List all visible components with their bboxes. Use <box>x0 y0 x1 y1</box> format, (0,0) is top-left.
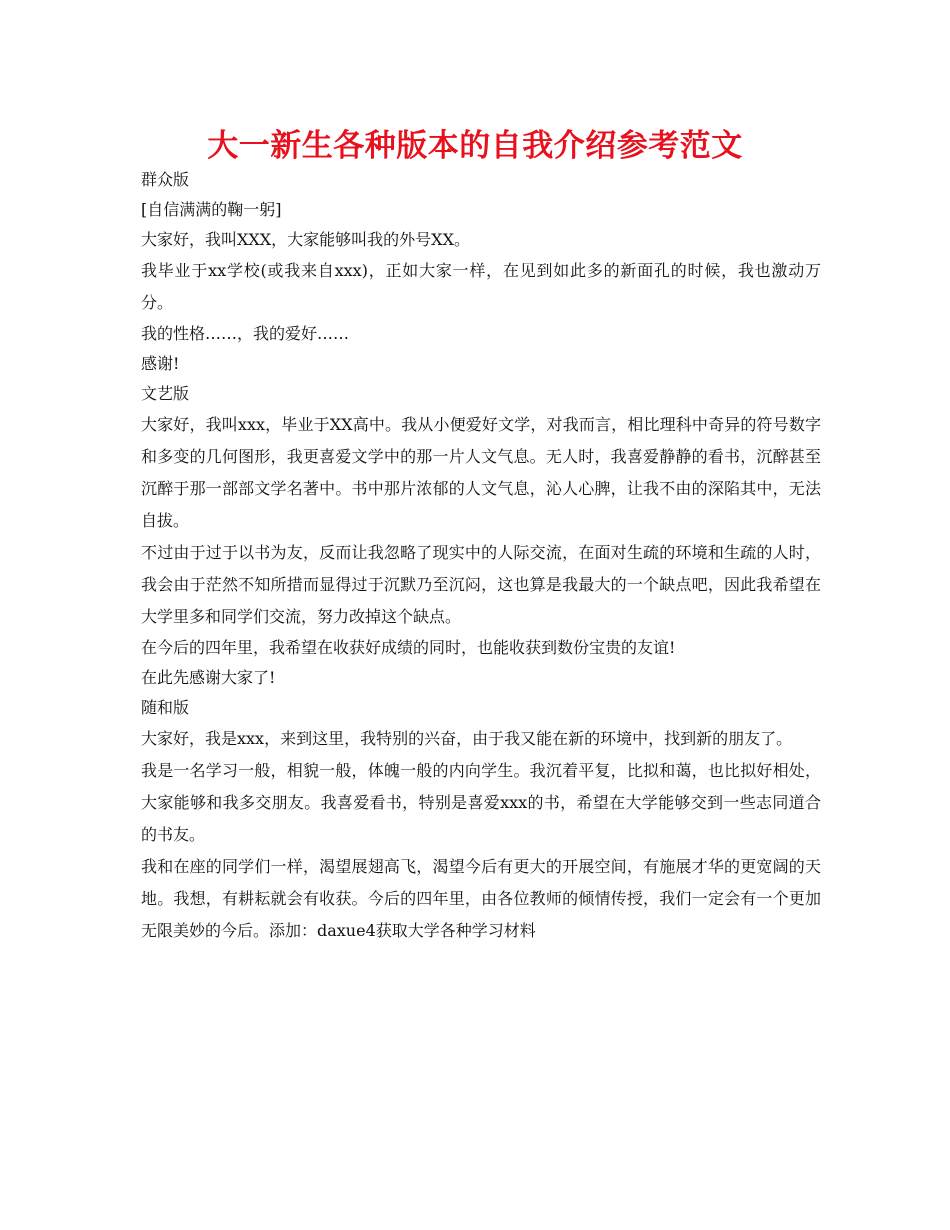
paragraph: 在此先感谢大家了! <box>141 668 276 687</box>
paragraph: 我是一名学习一般，相貌一般，体魄一般的内向学生。我沉着平复，比拟和蔼，也比拟好相处，大家能够和我多交朋友。我喜爱看书，特别是喜爱xxx的书，希望在大学能够交到一些志同道合的书友。 <box>141 761 821 844</box>
paragraph: 感谢! <box>141 354 180 373</box>
paragraph: 不过由于过于以书为友，反而让我忽略了现实中的人际交流，在面对生疏的环境和生疏的人时，我会由于茫然不知所措而显得过于沉默乃至沉闷，这也算是我最大的一个缺点吧，因此我希望在大学里多和同学们交流，努力改掉这个缺点。 <box>141 543 821 626</box>
paragraph: 在今后的四年里，我希望在收获好成绩的同时，也能收获到数份宝贵的友谊! <box>141 638 676 657</box>
paragraph: 我和在座的同学们一样，渴望展翅高飞，渴望今后有更大的开展空间，有施展才华的更宽阔的天地。我想，有耕耘就会有收获。今后的四年里，由各位教师的倾情传授，我们一定会有一个更加无限美妙的今后。添加：daxue4获取大学各种学习材料 <box>141 857 821 940</box>
paragraph: [自信满满的鞠一躬] <box>141 200 282 219</box>
paragraph: 大家好，我叫xxx，毕业于XX高中。我从小便爱好文学，对我而言，相比理科中奇异的符号数字和多变的几何图形，我更喜爱文学中的那一片人文气息。无人时，我喜爱静静的看书，沉醉甚至沉醉于那一部部文学名著中。书中那片浓郁的人文气息，沁人心脾，让我不由的深陷其中，无法自拔。 <box>141 415 821 530</box>
section-heading-qunzhong: 群众版 <box>141 170 190 189</box>
paragraph: 大家好，我叫XXX，大家能够叫我的外号XX。 <box>141 230 470 249</box>
section-heading-wenyi: 文艺版 <box>141 384 190 403</box>
paragraph: 我的性格……，我的爱好…… <box>141 324 350 343</box>
document-title: 大一新生各种版本的自我介绍参考范文 <box>207 128 743 164</box>
paragraph: 大家好，我是xxx，来到这里，我特别的兴奋，由于我又能在新的环境中，找到新的朋友了。 <box>141 729 793 748</box>
paragraph: 我毕业于xx学校(或我来自xxx)，正如大家一样，在见到如此多的新面孔的时候，我也激动万分。 <box>141 261 821 312</box>
section-heading-suihe: 随和版 <box>141 698 190 717</box>
document-body <box>141 165 821 947</box>
